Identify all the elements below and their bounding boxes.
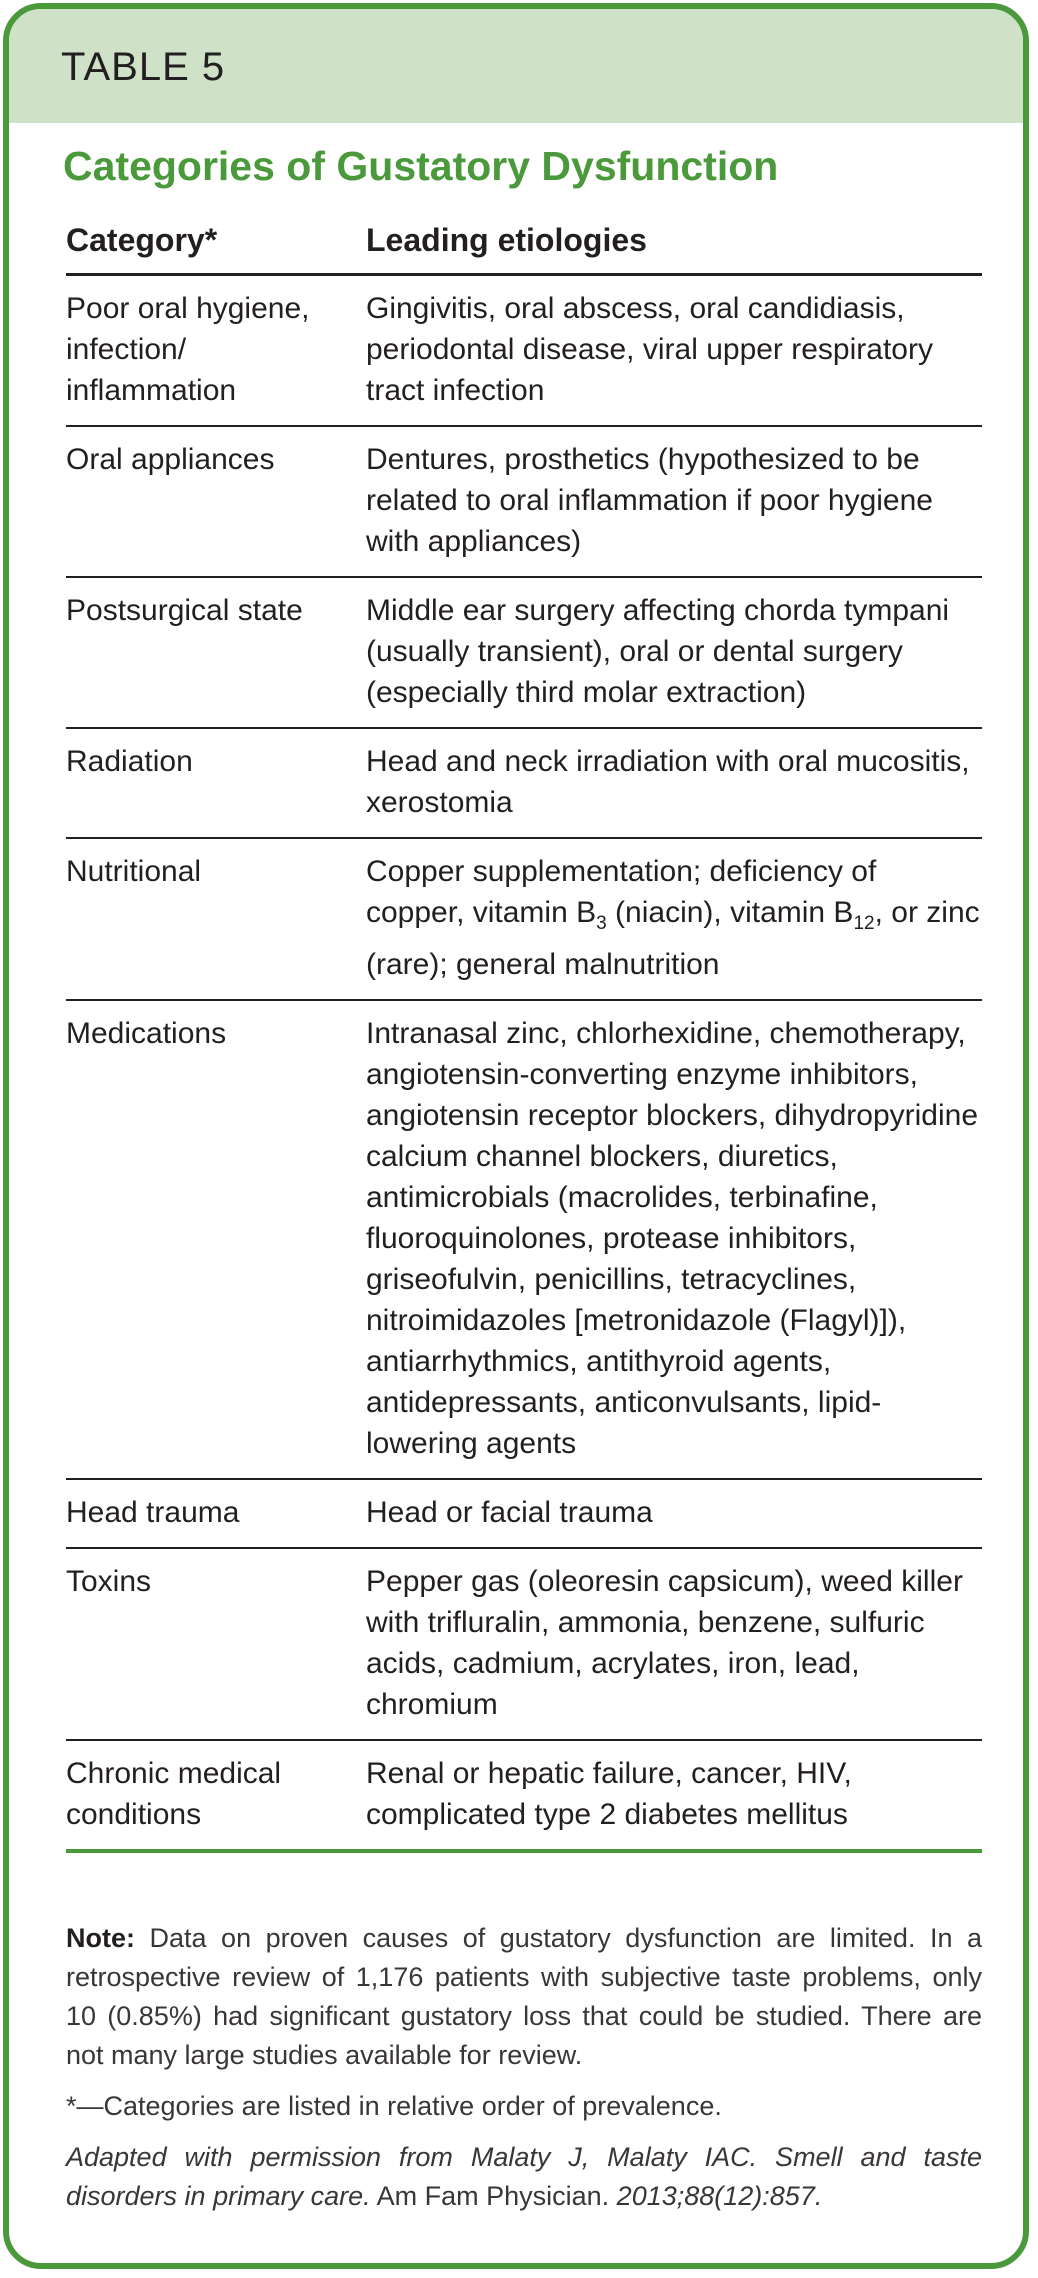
category-cell: Toxins <box>66 1548 366 1740</box>
note-paragraph <box>66 1919 982 2075</box>
header-band <box>9 9 1023 123</box>
category-cell: Poor oral hygiene, infection/ inflammation <box>66 275 366 427</box>
note-text: Data on proven causes of gustatory dysfunction are limited. In a retrospective review of 1,176 patients with subjective taste problems, only 10 (0.85%) had significant gustatory loss that could be studied. There are not many large studies available for review. <box>66 1923 982 2070</box>
table-row <box>66 577 982 728</box>
category-cell: Postsurgical state <box>66 577 366 728</box>
footnote: *—Categories are listed in relative order of prevalence. <box>66 2091 722 2121</box>
category-cell: Head trauma <box>66 1479 366 1548</box>
etiology-cell: Middle ear surgery affecting chorda tympani (usually transient), oral or dental surgery (especially third molar extraction) <box>366 577 982 728</box>
category-cell: Oral appliances <box>66 426 366 577</box>
subscript: 12 <box>853 913 875 935</box>
source-citation <box>66 2138 982 2216</box>
table-row <box>66 1548 982 1740</box>
category-cell: Chronic medical conditions <box>66 1740 366 1851</box>
etiology-text: Copper supplementation; deficiency of copper, vitamin B <box>366 855 877 930</box>
table-row <box>66 426 982 577</box>
table-row <box>66 838 982 1000</box>
source-text: Adapted with permission from Malaty J, Malaty IAC. Smell and taste disorders in primary care. <box>66 2142 982 2211</box>
etiology-cell: Head and neck irradiation with oral mucositis, xerostomia <box>366 728 982 838</box>
category-cell: Medications <box>66 1000 366 1479</box>
etiology-cell: Intranasal zinc, chlorhexidine, chemotherapy, angiotensin-converting enzyme inhibitors, angiotensin receptor blockers, dihydropyridine calcium channel blockers, diuretics, antimicrobials (macrolides, terbinafine, fluoroquinolones, protease inhibitors, griseofulvin, penicillins, tetracyclines, nitroimidazoles [metronidazole (Flagyl)]), antiarrhythmics, antithyroid agents, antidepressants, anticonvulsants, lipid-lowering agents <box>366 1000 982 1479</box>
etiology-text: , or zinc (rare); general malnutrition <box>366 896 980 982</box>
subscript: 3 <box>596 913 607 935</box>
note-label: Note: <box>66 1923 135 1953</box>
etiology-cell: Gingivitis, oral abscess, oral candidiasis, periodontal disease, viral upper respiratory tract infection <box>366 275 982 427</box>
journal-name: Am Fam Physician. <box>370 2181 617 2211</box>
etiology-cell <box>366 838 982 1000</box>
column-header-category: Category* <box>66 213 366 275</box>
journal-citation: 2013;88(12):857. <box>616 2181 823 2211</box>
etiology-cell: Dentures, prosthetics (hypothesized to be related to oral inflammation if poor hygiene with appliances) <box>366 426 982 577</box>
category-cell: Nutritional <box>66 838 366 1000</box>
column-header-etiologies: Leading etiologies <box>366 213 982 275</box>
table-notes <box>66 1919 982 2228</box>
etiology-cell: Head or facial trauma <box>366 1479 982 1548</box>
table-row <box>66 1000 982 1479</box>
table-row <box>66 275 982 427</box>
table-title: Categories of Gustatory Dysfunction <box>63 143 779 189</box>
table-label: TABLE 5 <box>61 45 226 89</box>
table-header-row <box>66 213 982 275</box>
etiology-text: (niacin), vitamin B <box>606 896 854 930</box>
etiology-cell: Pepper gas (oleoresin capsicum), weed killer with trifluralin, ammonia, benzene, sulfuric acids, cadmium, acrylates, iron, lead, chromium <box>366 1548 982 1740</box>
table-row <box>66 1740 982 1851</box>
table-row <box>66 1479 982 1548</box>
etiology-cell: Renal or hepatic failure, cancer, HIV, complicated type 2 diabetes mellitus <box>366 1740 982 1851</box>
gustatory-table <box>66 213 982 1853</box>
table-card <box>3 3 1029 2269</box>
category-cell: Radiation <box>66 728 366 838</box>
table-row <box>66 728 982 838</box>
